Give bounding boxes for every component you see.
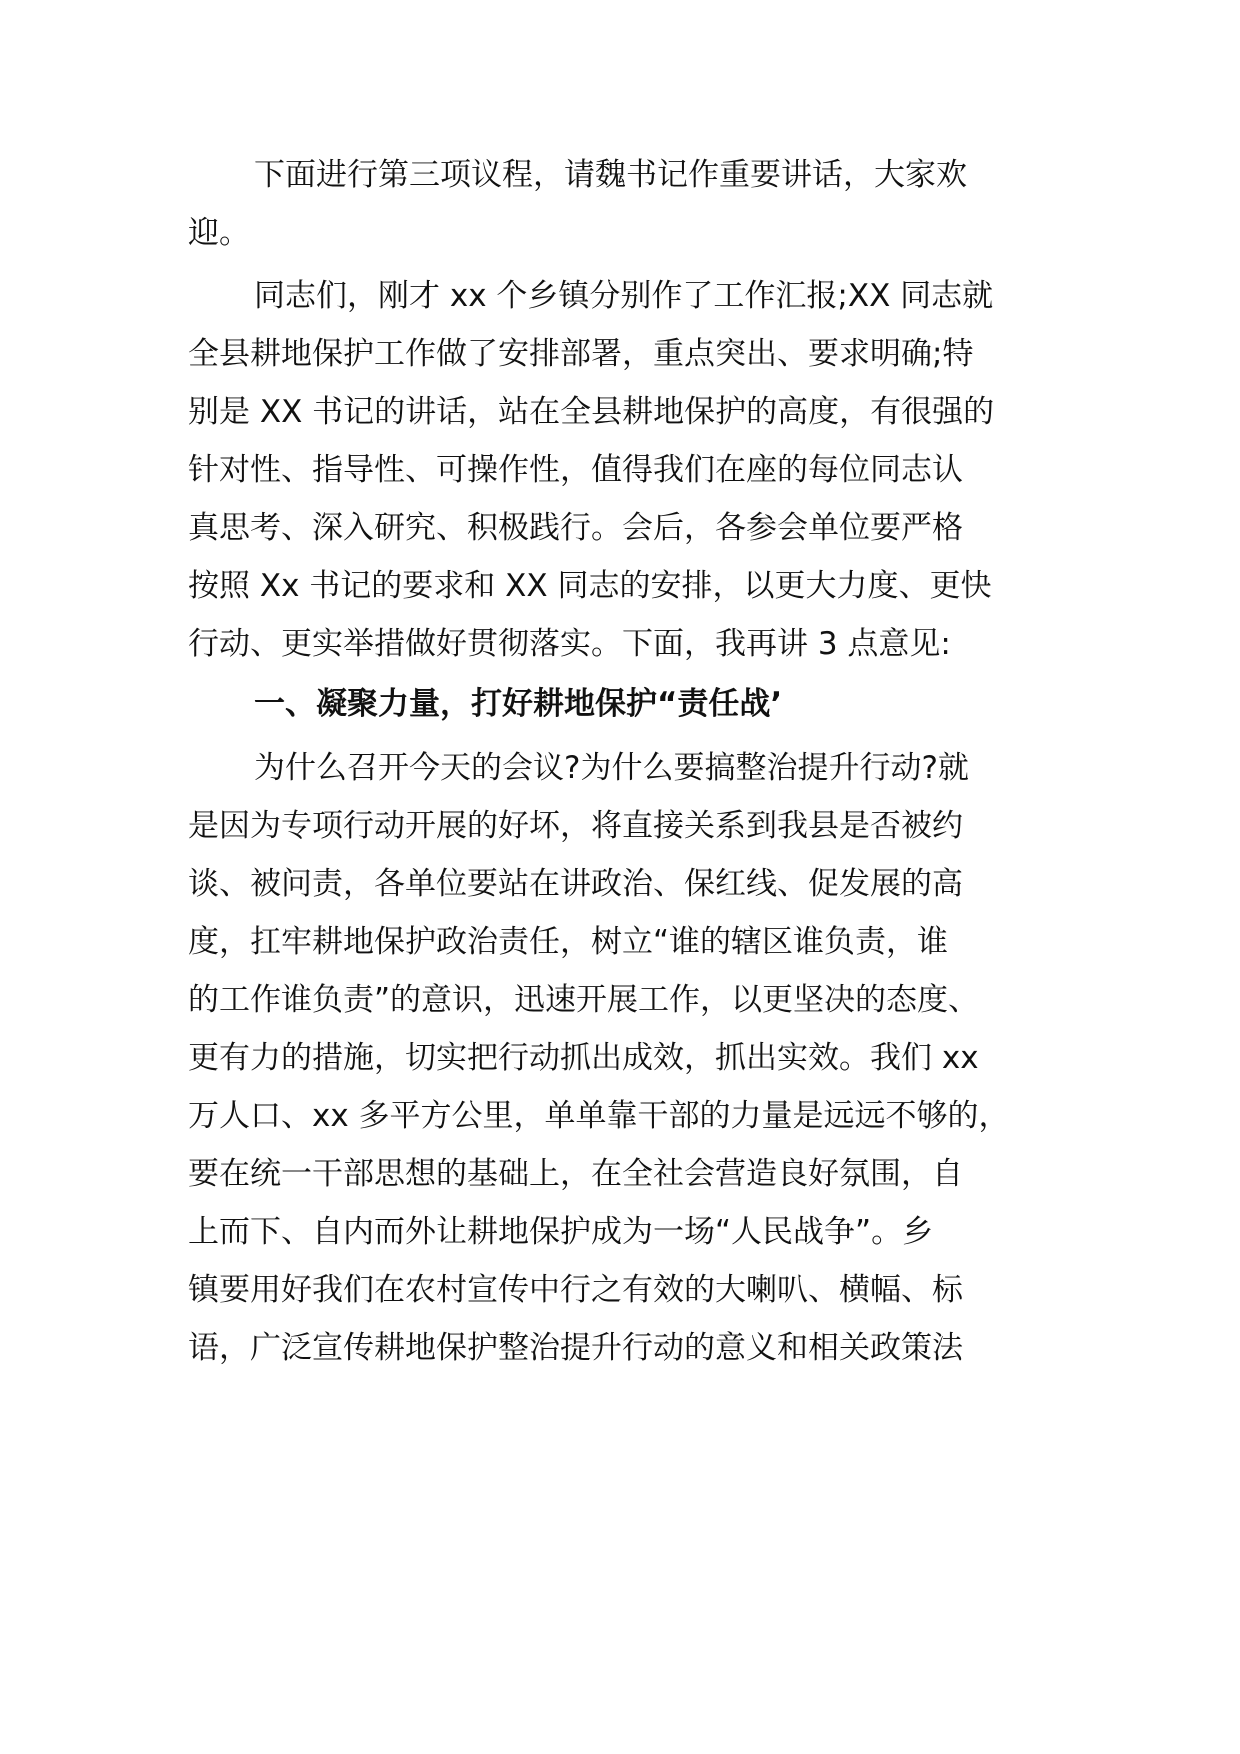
paragraph-3-line-10: 镇要用好我们在农村宣传中行之有效的大喇叭、横幅、标	[188, 1272, 963, 1308]
section-heading: 一、凝聚力量，打好耕地保护“责任战’	[254, 686, 783, 722]
paragraph-2-line-3: 别是 XX 书记的讲话，站在全县耕地保护的高度，有很强的	[188, 394, 995, 430]
paragraph-2-line-4: 针对性、指导性、可操作性，值得我们在座的每位同志认	[188, 452, 963, 488]
paragraph-3-line-1: 为什么召开今天的会议?为什么要搞整治提升行动?就	[254, 750, 969, 786]
paragraph-3-line-8: 要在统一干部思想的基础上，在全社会营造良好氛围，自	[188, 1156, 963, 1192]
paragraph-3-line-9: 上而下、自内而外让耕地保护成为一场“人民战争”。乡	[188, 1214, 934, 1250]
paragraph-3-line-2: 是因为专项行动开展的好坏，将直接关系到我县是否被约	[188, 808, 963, 844]
paragraph-2-line-7: 行动、更实举措做好贯彻落实。下面，我再讲 3 点意见:	[188, 626, 951, 662]
paragraph-3-line-11: 语，广泛宣传耕地保护整治提升行动的意义和相关政策法	[188, 1330, 963, 1366]
paragraph-1-line-1: 下面进行第三项议程，请魏书记作重要讲话，大家欢	[254, 157, 967, 193]
paragraph-2-line-6: 按照 Xx 书记的要求和 XX 同志的安排，以更大力度、更快	[188, 568, 992, 604]
paragraph-1-line-2: 迎。	[188, 215, 250, 251]
paragraph-3-line-5: 的工作谁负责”的意识，迅速开展工作，以更坚决的态度、	[188, 982, 980, 1018]
paragraph-2-line-1: 同志们，刚才 xx 个乡镇分别作了工作汇报;XX 同志就	[254, 278, 994, 314]
paragraph-3-line-6: 更有力的措施，切实把行动抓出成效，抓出实效。我们 xx	[188, 1040, 979, 1076]
paragraph-3-line-4: 度，扛牢耕地保护政治责任，树立“谁的辖区谁负责，谁	[188, 924, 949, 960]
paragraph-2-line-5: 真思考、深入研究、积极践行。会后，各参会单位要严格	[188, 510, 963, 546]
paragraph-3-line-7: 万人口、xx 多平方公里，单单靠干部的力量是远远不够的，	[188, 1098, 1010, 1134]
paragraph-2-line-2: 全县耕地保护工作做了安排部署，重点突出、要求明确;特	[188, 336, 974, 372]
paragraph-3-line-3: 谈、被问责，各单位要站在讲政治、保红线、促发展的高	[188, 866, 963, 902]
